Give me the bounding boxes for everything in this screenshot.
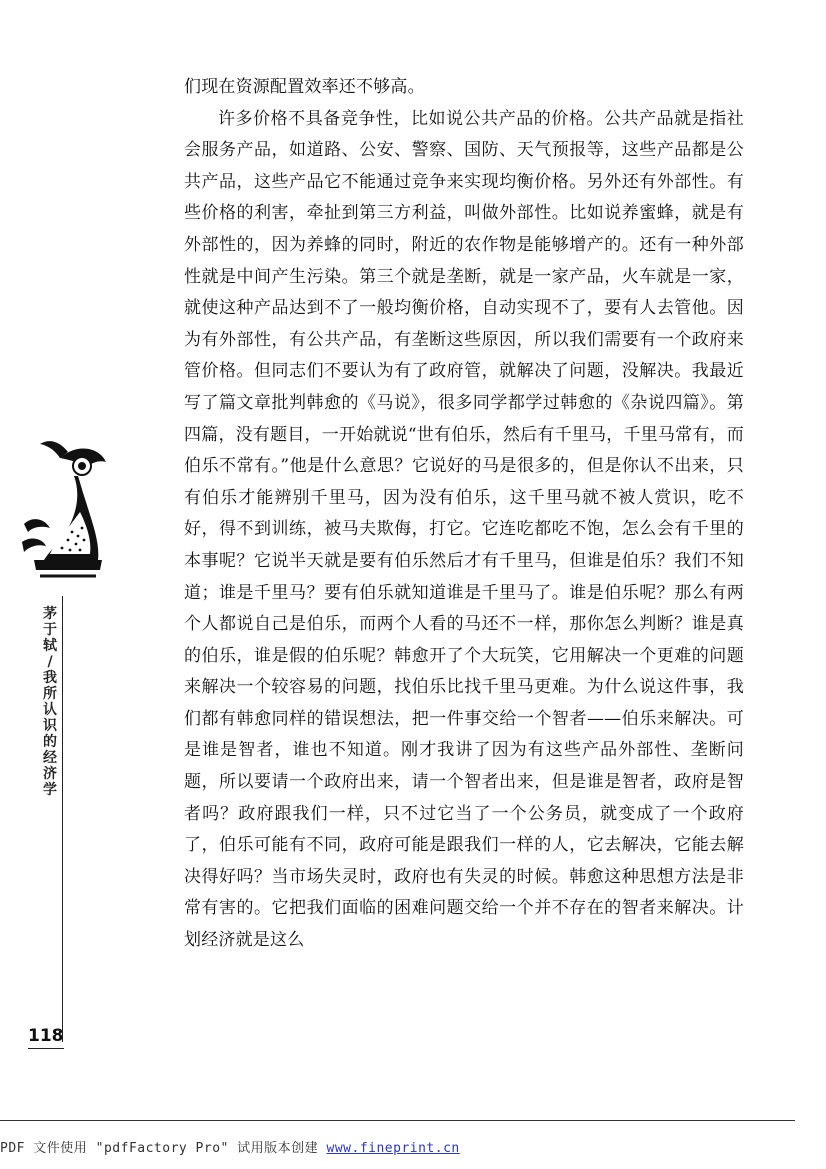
running-title-char: 学 — [43, 782, 57, 798]
paragraph-main: 许多价格不具备竞争性，比如说公共产品的价格。公共产品就是指社会服务产品，如道路、公安、警察、国防、天气预报等，这些产品都是公共产品，这些产品它不能通过竞争来实现均衡价格。另外还有外部性。有些价格的利害，牵扯到第三方利益，叫做外部性。比如说养蜜蜂，就是有外部性的，因为养蜂的同时，附近的农作物是能够增产的。还有一种外部性就是中间产生污染。第三个就是垄断，就是一家产品，火车就是一家，就使这种产品达到不了一般均衡价格，自动实现不了，要有人去管他。因为有外部性，有公共产品，有垄断这些原因，所以我们需要有一个政府来管价格。但同志们不要认为有了政府管，就解决了问题，没解决。我最近写了篇文章批判韩愈的《马说》，很多同学都学过韩愈的《杂说四篇》。第四篇，没有题目，一开始就说“世有伯乐，然后有千里马，千里马常有，而伯乐不常有。”他是什么意思？它说好的马是很多的，但是你认不出来，只有伯乐才能辨别千里马，因为没有伯乐，这千里马就不被人赏识，吃不好，得不到训练，被马夫欺侮，打它。它连吃都吃不饱，怎么会有千里的本事呢？它说半天就是要有伯乐然后才有千里马，但谁是伯乐？我们不知道；谁是千里马？要有伯乐就知道谁是千里马了。谁是伯乐呢？那么有两个人都说自己是伯乐，而两个人看的马还不一样，那你怎么判断？谁是真的伯乐，谁是假的伯乐呢？韩愈开了个大玩笑，它用解决一个更难的问题来解决一个较容易的问题，找伯乐比找千里马更难。为什么说这件事，我们都有韩愈同样的错误想法，把一件事交给一个智者——伯乐来解决。可是谁是智者，谁也不知道。刚才我讲了因为有这些产品外部性、垄断问题，所以要请一个政府出来，请一个智者出来，但是谁是智者，政府是智者吗？政府跟我们一样，只不过它当了一个公务员，就变成了一个政府了，伯乐可能有不同，政府可能是跟我们一样的人，它去解决，它能去解决得好吗？当市场失灵时，政府也有失灵的时候。韩愈这种思想方法是非常有害的。它把我们面临的困难问题交给一个并不存在的智者来解决。计划经济就是这么 — [184, 108, 744, 951]
running-title-char: 所 — [43, 686, 57, 702]
page-number: 118 — [28, 1026, 64, 1046]
side-rule — [62, 596, 63, 1042]
pdf-footer — [0, 1137, 460, 1156]
footer-rule — [0, 1120, 795, 1121]
page-body — [184, 72, 744, 957]
page-number-rule — [28, 1048, 64, 1049]
running-title-char: 于 — [43, 622, 57, 638]
bird-vase-logo — [20, 432, 110, 592]
running-title-char: 认 — [43, 702, 57, 718]
running-title — [40, 606, 60, 798]
footer-link[interactable]: www.fineprint.cn — [326, 1141, 460, 1156]
running-title-char: 我 — [43, 670, 57, 686]
running-title-char: / — [47, 654, 53, 670]
footer-text: PDF 文件使用 "pdfFactory Pro" 试用版本创建 — [0, 1141, 327, 1156]
running-title-char: 的 — [43, 734, 57, 750]
running-title-char: 轼 — [43, 638, 57, 654]
running-title-char: 茅 — [43, 606, 57, 622]
running-title-char: 济 — [43, 766, 57, 782]
running-title-char: 识 — [43, 718, 57, 734]
running-title-char: 经 — [43, 750, 57, 766]
paragraph-continuation: 们现在资源配置效率还不够高。 — [184, 77, 425, 97]
